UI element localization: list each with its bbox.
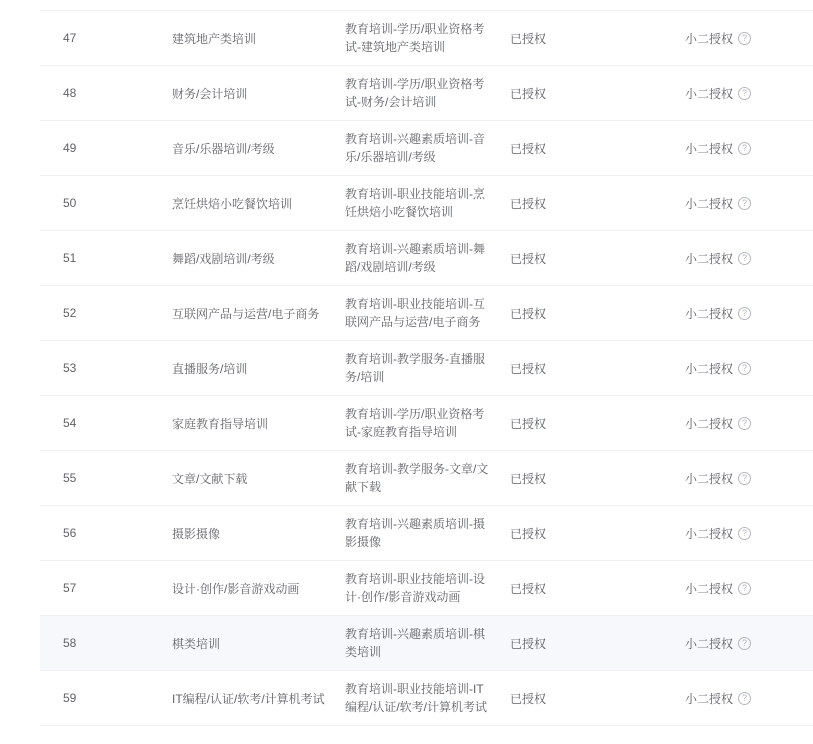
help-circle-icon[interactable]: ? <box>738 252 751 265</box>
row-number: 47 <box>63 31 77 45</box>
status-label: 已授权 <box>510 141 547 156</box>
help-circle-icon[interactable]: ? <box>738 472 751 485</box>
row-number: 51 <box>63 251 77 265</box>
category-path: 教育培训-兴趣素质培训-摄影摄像 <box>345 517 485 549</box>
category-path: 教育培训-教学服务-文章/文献下载 <box>345 462 489 494</box>
auth-type-label: 小二授权 <box>685 581 734 596</box>
category-path: 教育培训-兴趣素质培训-音乐/乐器培训/考级 <box>345 132 485 164</box>
auth-type-label: 小二授权 <box>685 636 734 651</box>
auth-type-label: 小二授权 <box>685 361 734 376</box>
auth-type-label: 小二授权 <box>685 691 734 706</box>
table-row[interactable] <box>40 616 813 671</box>
status-label: 已授权 <box>510 196 547 211</box>
category-path: 教育培训-兴趣素质培训-舞蹈/戏剧培训/考级 <box>345 242 485 274</box>
help-circle-icon[interactable]: ? <box>738 527 751 540</box>
category-name: 摄影摄像 <box>172 526 221 541</box>
category-name: 音乐/乐器培训/考级 <box>172 141 275 156</box>
category-path: 教育培训-职业技能培训-互联网产品与运营/电子商务 <box>345 297 485 329</box>
table-row[interactable] <box>40 66 813 121</box>
category-name: 舞蹈/戏剧培训/考级 <box>172 251 275 266</box>
category-name: 互联网产品与运营/电子商务 <box>172 306 320 321</box>
table-row[interactable] <box>40 176 813 231</box>
category-path: 教育培训-学历/职业资格考试-家庭教育指导培训 <box>345 407 485 439</box>
help-circle-icon[interactable]: ? <box>738 197 751 210</box>
auth-type-label: 小二授权 <box>685 196 734 211</box>
help-circle-icon[interactable]: ? <box>738 87 751 100</box>
auth-type-label: 小二授权 <box>685 306 734 321</box>
status-label: 已授权 <box>510 691 547 706</box>
table-row[interactable] <box>40 671 813 726</box>
category-name: 财务/会计培训 <box>172 86 248 101</box>
table-row[interactable] <box>40 121 813 176</box>
category-path: 教育培训-职业技能培训-IT编程/认证/软考/计算机考试 <box>345 682 488 714</box>
category-name: 设计·创作/影音游戏动画 <box>172 581 300 596</box>
row-number: 58 <box>63 636 77 650</box>
row-number: 48 <box>63 86 77 100</box>
status-label: 已授权 <box>510 251 547 266</box>
help-circle-icon[interactable]: ? <box>738 417 751 430</box>
status-label: 已授权 <box>510 471 547 486</box>
category-name: 文章/文献下载 <box>172 471 248 486</box>
row-number: 59 <box>63 691 77 705</box>
category-name: 棋类培训 <box>172 636 221 651</box>
help-circle-icon[interactable]: ? <box>738 692 751 705</box>
row-number: 55 <box>63 471 77 485</box>
category-path: 教育培训-学历/职业资格考试-财务/会计培训 <box>345 77 485 109</box>
category-path: 教育培训-职业技能培训-烹饪烘焙小吃餐饮培训 <box>345 187 485 219</box>
authorized-category-table <box>40 10 813 726</box>
auth-type-label: 小二授权 <box>685 86 734 101</box>
help-circle-icon[interactable]: ? <box>738 142 751 155</box>
category-path: 教育培训-教学服务-直播服务/培训 <box>345 352 485 384</box>
auth-type-label: 小二授权 <box>685 141 734 156</box>
table-row[interactable] <box>40 286 813 341</box>
category-path: 教育培训-职业技能培训-设计·创作/影音游戏动画 <box>345 572 485 604</box>
status-label: 已授权 <box>510 581 547 596</box>
category-name: 直播服务/培训 <box>172 361 248 376</box>
help-circle-icon[interactable]: ? <box>738 362 751 375</box>
table-row[interactable] <box>40 561 813 616</box>
status-label: 已授权 <box>510 361 547 376</box>
table-row[interactable] <box>40 396 813 451</box>
status-label: 已授权 <box>510 416 547 431</box>
help-circle-icon[interactable]: ? <box>738 307 751 320</box>
help-circle-icon[interactable]: ? <box>738 582 751 595</box>
table-row[interactable] <box>40 506 813 561</box>
status-label: 已授权 <box>510 86 547 101</box>
category-name: IT编程/认证/软考/计算机考试 <box>172 691 325 706</box>
help-circle-icon[interactable]: ? <box>738 32 751 45</box>
help-circle-icon[interactable]: ? <box>738 637 751 650</box>
row-number: 57 <box>63 581 77 595</box>
auth-type-label: 小二授权 <box>685 526 734 541</box>
table-row[interactable] <box>40 231 813 286</box>
row-number: 56 <box>63 526 77 540</box>
auth-type-label: 小二授权 <box>685 251 734 266</box>
category-path: 教育培训-兴趣素质培训-棋类培训 <box>345 627 485 659</box>
table-row[interactable] <box>40 11 813 66</box>
status-label: 已授权 <box>510 636 547 651</box>
row-number: 49 <box>63 141 77 155</box>
category-name: 家庭教育指导培训 <box>172 416 269 431</box>
auth-type-label: 小二授权 <box>685 471 734 486</box>
status-label: 已授权 <box>510 526 547 541</box>
category-path: 教育培训-学历/职业资格考试-建筑地产类培训 <box>345 22 485 54</box>
category-name: 建筑地产类培训 <box>172 31 257 46</box>
auth-type-label: 小二授权 <box>685 416 734 431</box>
row-number: 50 <box>63 196 77 210</box>
status-label: 已授权 <box>510 31 547 46</box>
status-label: 已授权 <box>510 306 547 321</box>
row-number: 54 <box>63 416 77 430</box>
table-row[interactable] <box>40 451 813 506</box>
category-name: 烹饪烘焙小吃餐饮培训 <box>172 196 293 211</box>
row-number: 52 <box>63 306 77 320</box>
table-row[interactable] <box>40 341 813 396</box>
auth-type-label: 小二授权 <box>685 31 734 46</box>
row-number: 53 <box>63 361 77 375</box>
